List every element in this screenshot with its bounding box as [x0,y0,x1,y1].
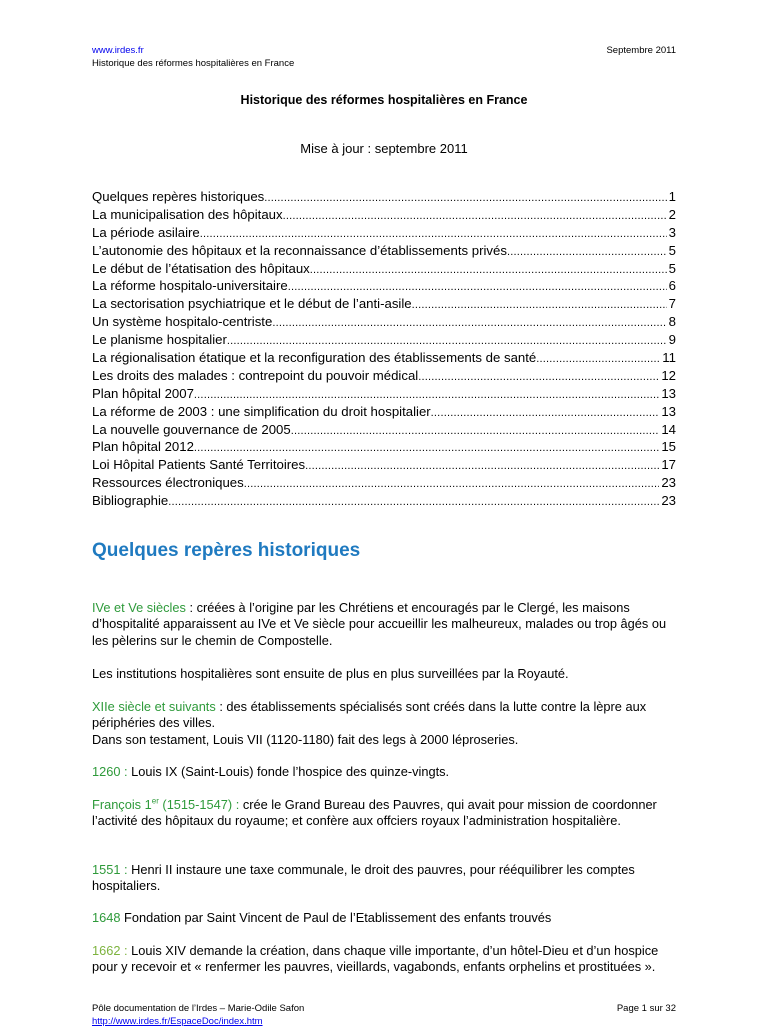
paragraph-text: crée le Grand Bureau des Pauvres, qui avait pour mission de coordonner l’activité des hôpitaux du royaume; et confère aux offciers royaux l’administration hospitalière. [92,797,657,829]
toc-entry[interactable] [92,242,676,260]
table-of-contents [92,188,676,510]
date-label: 1648 [92,910,121,925]
toc-leader-dots [305,458,659,476]
paragraph-text: Dans son testament, Louis VII (1120-1180) fait des legs à 2000 léproseries. [92,731,519,747]
toc-leader-dots [283,208,667,226]
paragraph-ive-siecles [92,600,682,649]
toc-leader-dots [272,315,666,333]
paragraph-text: : des établissements spécialisés sont créés dans la lutte contre la lèpre aux périphéries des villes. [92,699,647,731]
toc-entry[interactable] [92,385,676,403]
toc-entry-label: Bibliographie [92,493,169,509]
toc-entry-label: La période asilaire [92,224,200,240]
paragraph-text: Henri II instaure une taxe communale, le droit des pauvres, pour rééquilibrer les comptes hospitaliers. [92,862,635,894]
toc-entry-page: 9 [668,332,676,348]
footer-author: Pôle documentation de l’Irdes – Marie-Odile Safon [92,1003,305,1014]
toc-entry-page: 2 [668,206,676,222]
toc-entry[interactable] [92,260,676,278]
toc-entry-page: 23 [661,475,676,491]
toc-entry-page: 7 [668,296,676,312]
paragraph-text: Louis XIV demande la création, dans chaque ville importante, d’un hôtel-Dieu et d’un hospice pour y recevoir et « renfermer les pauvres, vieillards, vagabonds, enfants orphelins et prostituées ». [92,943,659,975]
toc-entry-label: Quelques repères historiques [92,189,265,204]
toc-leader-dots [168,494,659,512]
toc-entry-label: Le planisme hospitalier [92,332,227,348]
toc-entry-label: La réforme de 2003 : une simplification du droit hospitalier [92,403,431,419]
paragraph-text: Les institutions hospitalières sont ensuite de plus en plus surveillées par la Royauté. [92,666,569,681]
toc-entry-label: La régionalisation étatique et la reconfiguration des établissements de santé [92,350,537,366]
paragraph-francois-1er [92,797,682,830]
toc-entry-page: 12 [661,367,676,383]
toc-entry-page: 5 [668,242,676,258]
header-site-link[interactable]: www.irdes.fr [92,45,144,56]
toc-leader-dots [291,423,660,441]
paragraph-royaute [92,666,682,682]
toc-entry-page: 15 [661,439,676,455]
toc-entry-label: Plan hôpital 2012 [92,439,194,455]
toc-entry-page: 14 [661,421,676,437]
paragraph-1662 [92,943,682,976]
date-label: XIIe siècle et suivants [92,699,216,714]
toc-entry-page: 5 [668,260,676,276]
toc-leader-dots [264,190,666,208]
date-label: 1260 : [92,764,128,779]
toc-leader-dots [244,476,660,494]
toc-leader-dots [310,262,667,280]
toc-entry[interactable] [92,421,676,439]
date-label: 1551 : [92,862,128,877]
toc-entry[interactable] [92,438,676,456]
toc-entry-label: Les droits des malades : contrepoint du pouvoir médical [92,367,419,383]
toc-entry[interactable] [92,224,676,242]
toc-entry-label: La municipalisation des hôpitaux [92,206,283,222]
toc-entry[interactable] [92,474,676,492]
toc-entry[interactable] [92,295,676,313]
paragraph-1260 [92,764,682,780]
toc-leader-dots [507,244,667,262]
toc-entry[interactable] [92,188,676,206]
toc-entry[interactable] [92,367,676,385]
toc-entry-label: L’autonomie des hôpitaux et la reconnaissance d’établissements privés [92,242,507,258]
toc-entry[interactable] [92,206,676,224]
toc-entry-label: Ressources électroniques [92,475,244,491]
toc-entry[interactable] [92,277,676,295]
toc-entry-label: Plan hôpital 2007 [92,385,194,401]
toc-entry-page: 13 [661,385,676,401]
update-date: Mise à jour : septembre 2011 [300,141,468,156]
toc-entry-label: Le début de l’étatisation des hôpitaux [92,260,310,276]
section-heading: Quelques repères historiques [92,540,361,561]
toc-entry-page: 1 [668,189,676,204]
paragraph-1551 [92,862,682,895]
toc-entry-page: 6 [668,278,676,294]
paragraph-1648 [92,910,682,926]
toc-entry[interactable] [92,331,676,349]
toc-entry-label: La réforme hospitalo-universitaire [92,278,288,294]
toc-entry[interactable] [92,492,676,510]
toc-entry[interactable] [92,313,676,331]
toc-entry[interactable] [92,349,676,367]
paragraph-text: Fondation par Saint Vincent de Paul de l’Etablissement des enfants trouvés [120,910,552,925]
paragraph-text: Louis IX (Saint-Louis) fonde l’hospice des quinze-vingts. [127,764,450,779]
toc-leader-dots [412,297,667,315]
paragraph-xiie-siecle [92,699,682,748]
toc-entry-page: 11 [662,350,676,366]
footer-link[interactable]: http://www.irdes.fr/EspaceDoc/index.htm [92,1016,263,1027]
toc-leader-dots [418,369,659,387]
date-label: IVe et Ve siècles [92,600,186,615]
header-date: Septembre 2011 [606,45,676,56]
toc-entry[interactable] [92,456,676,474]
toc-leader-dots [431,405,660,423]
toc-entry[interactable] [92,403,676,421]
toc-entry-label: Loi Hôpital Patients Santé Territoires [92,457,306,473]
toc-entry-page: 8 [668,314,676,330]
paragraph-text: : créées à l’origine par les Chrétiens et encouragés par le Clergé, les maisons d’hospitalité apparaissent au IVe et Ve siècle pour accueillir les malheureux, malades ou trop âgés ou les pèlerins sur le chemin de Compostelle. [92,600,667,648]
footer-page-number: Page 1 sur 32 [616,1003,676,1014]
toc-entry-page: 17 [661,457,676,473]
toc-entry-page: 13 [661,403,676,419]
toc-leader-dots [536,351,660,369]
date-label: 1662 : [92,943,128,958]
toc-entry-page: 3 [668,224,676,240]
toc-entry-page: 23 [661,493,676,509]
toc-entry-label: La sectorisation psychiatrique et le début de l’anti-asile [92,296,412,312]
toc-entry-label: Un système hospitalo-centriste [92,314,273,330]
date-label: François 1er (1515-1547) : [92,796,240,812]
document-title: Historique des réformes hospitalières en France [240,93,528,107]
header-subtitle: Historique des réformes hospitalières en France [92,58,295,69]
toc-entry-label: La nouvelle gouvernance de 2005 [92,421,291,437]
